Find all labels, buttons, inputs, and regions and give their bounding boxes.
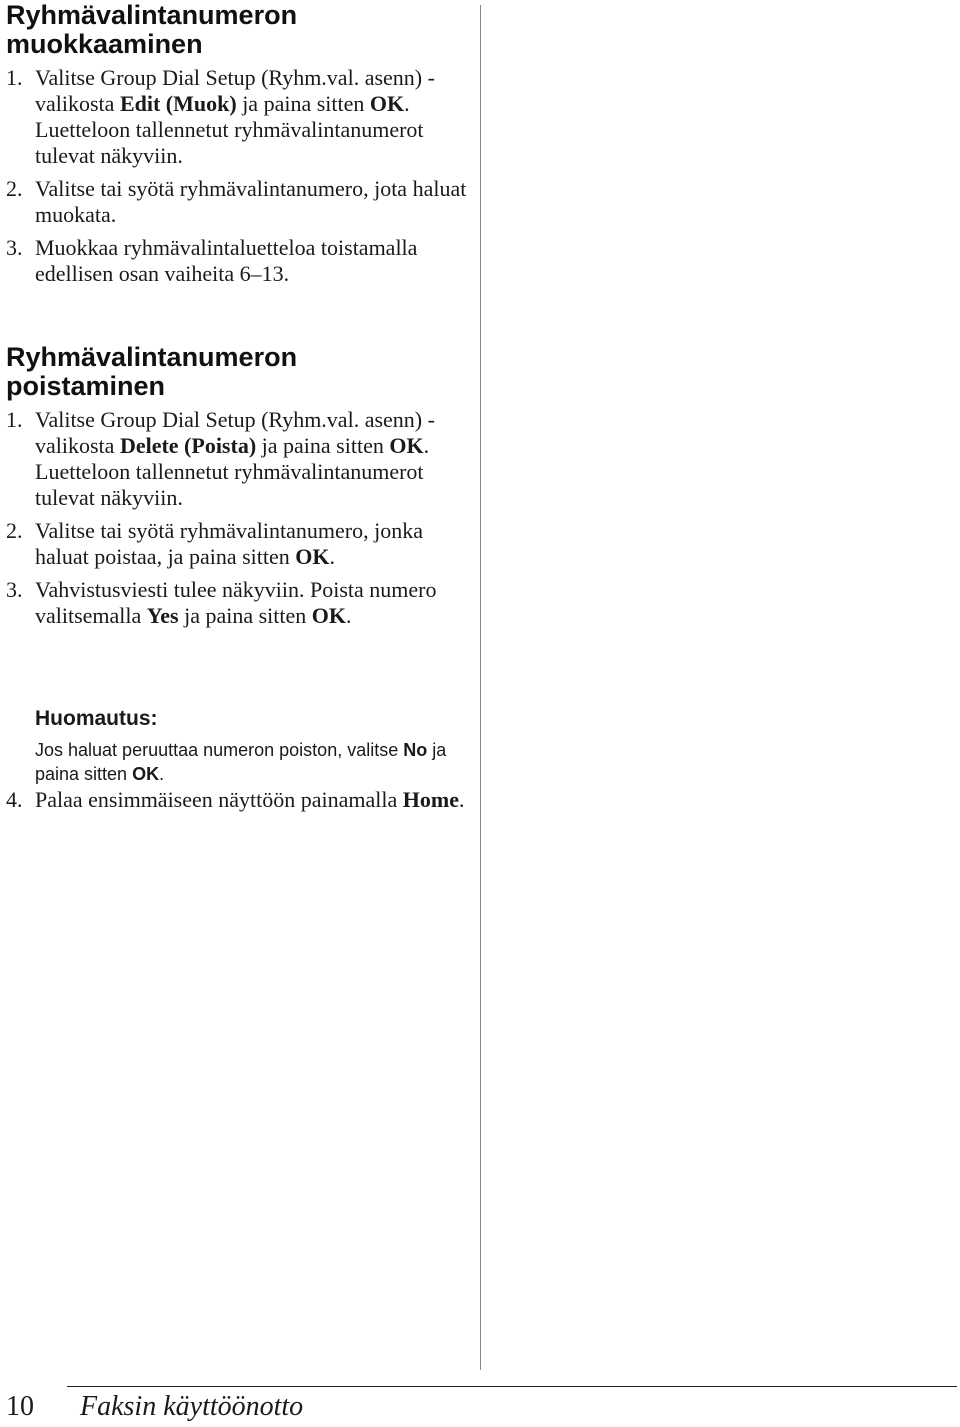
note-title: Huomautus:: [35, 707, 158, 730]
column-divider: [480, 5, 481, 1370]
list-item: 2. Valitse tai syötä ryhmävalintanumero, jonka haluat poistaa, ja paina sitten OK.: [6, 518, 423, 569]
chapter-title: Faksin käyttöönotto: [80, 1391, 304, 1422]
heading-delete-group-dial: Ryhmävalintanumeron poistaminen: [6, 342, 298, 401]
list-item: 3. Muokkaa ryhmävalintaluetteloa toistamalla edellisen osan vaiheita 6–13.: [6, 235, 418, 286]
list-item: 3. Vahvistusviesti tulee näkyviin. Poista numero valitsemalla Yes ja paina sitten OK.: [6, 577, 437, 628]
heading-edit-group-dial: Ryhmävalintanumeron muokkaaminen: [6, 0, 298, 59]
delete-steps-list-continued: [6, 787, 476, 820]
list-item: 1. Valitse Group Dial Setup (Ryhm.val. asenn) -valikosta Delete (Poista) ja paina sitten OK. Luetteloon tallennetut ryhmävalintanumerot tulevat näkyviin.: [6, 407, 435, 510]
footer-rule: [67, 1386, 957, 1387]
list-item: 1. Valitse Group Dial Setup (Ryhm.val. asenn) -valikosta Edit (Muok) ja paina sitten OK. Luetteloon tallennetut ryhmävalintanumerot tulevat näkyviin.: [6, 65, 435, 168]
list-item: 4. Palaa ensimmäiseen näyttöön painamalla Home.: [6, 787, 465, 812]
list-item: 2. Valitse tai syötä ryhmävalintanumero, jota haluat muokata.: [6, 176, 467, 227]
note-text: Jos haluat peruuttaa numeron poiston, valitse No ja paina sitten OK.: [35, 740, 447, 784]
note-box: [35, 706, 475, 786]
page-number: 10: [6, 1391, 34, 1422]
delete-steps-list: [6, 407, 476, 636]
edit-steps-list: [6, 65, 476, 294]
